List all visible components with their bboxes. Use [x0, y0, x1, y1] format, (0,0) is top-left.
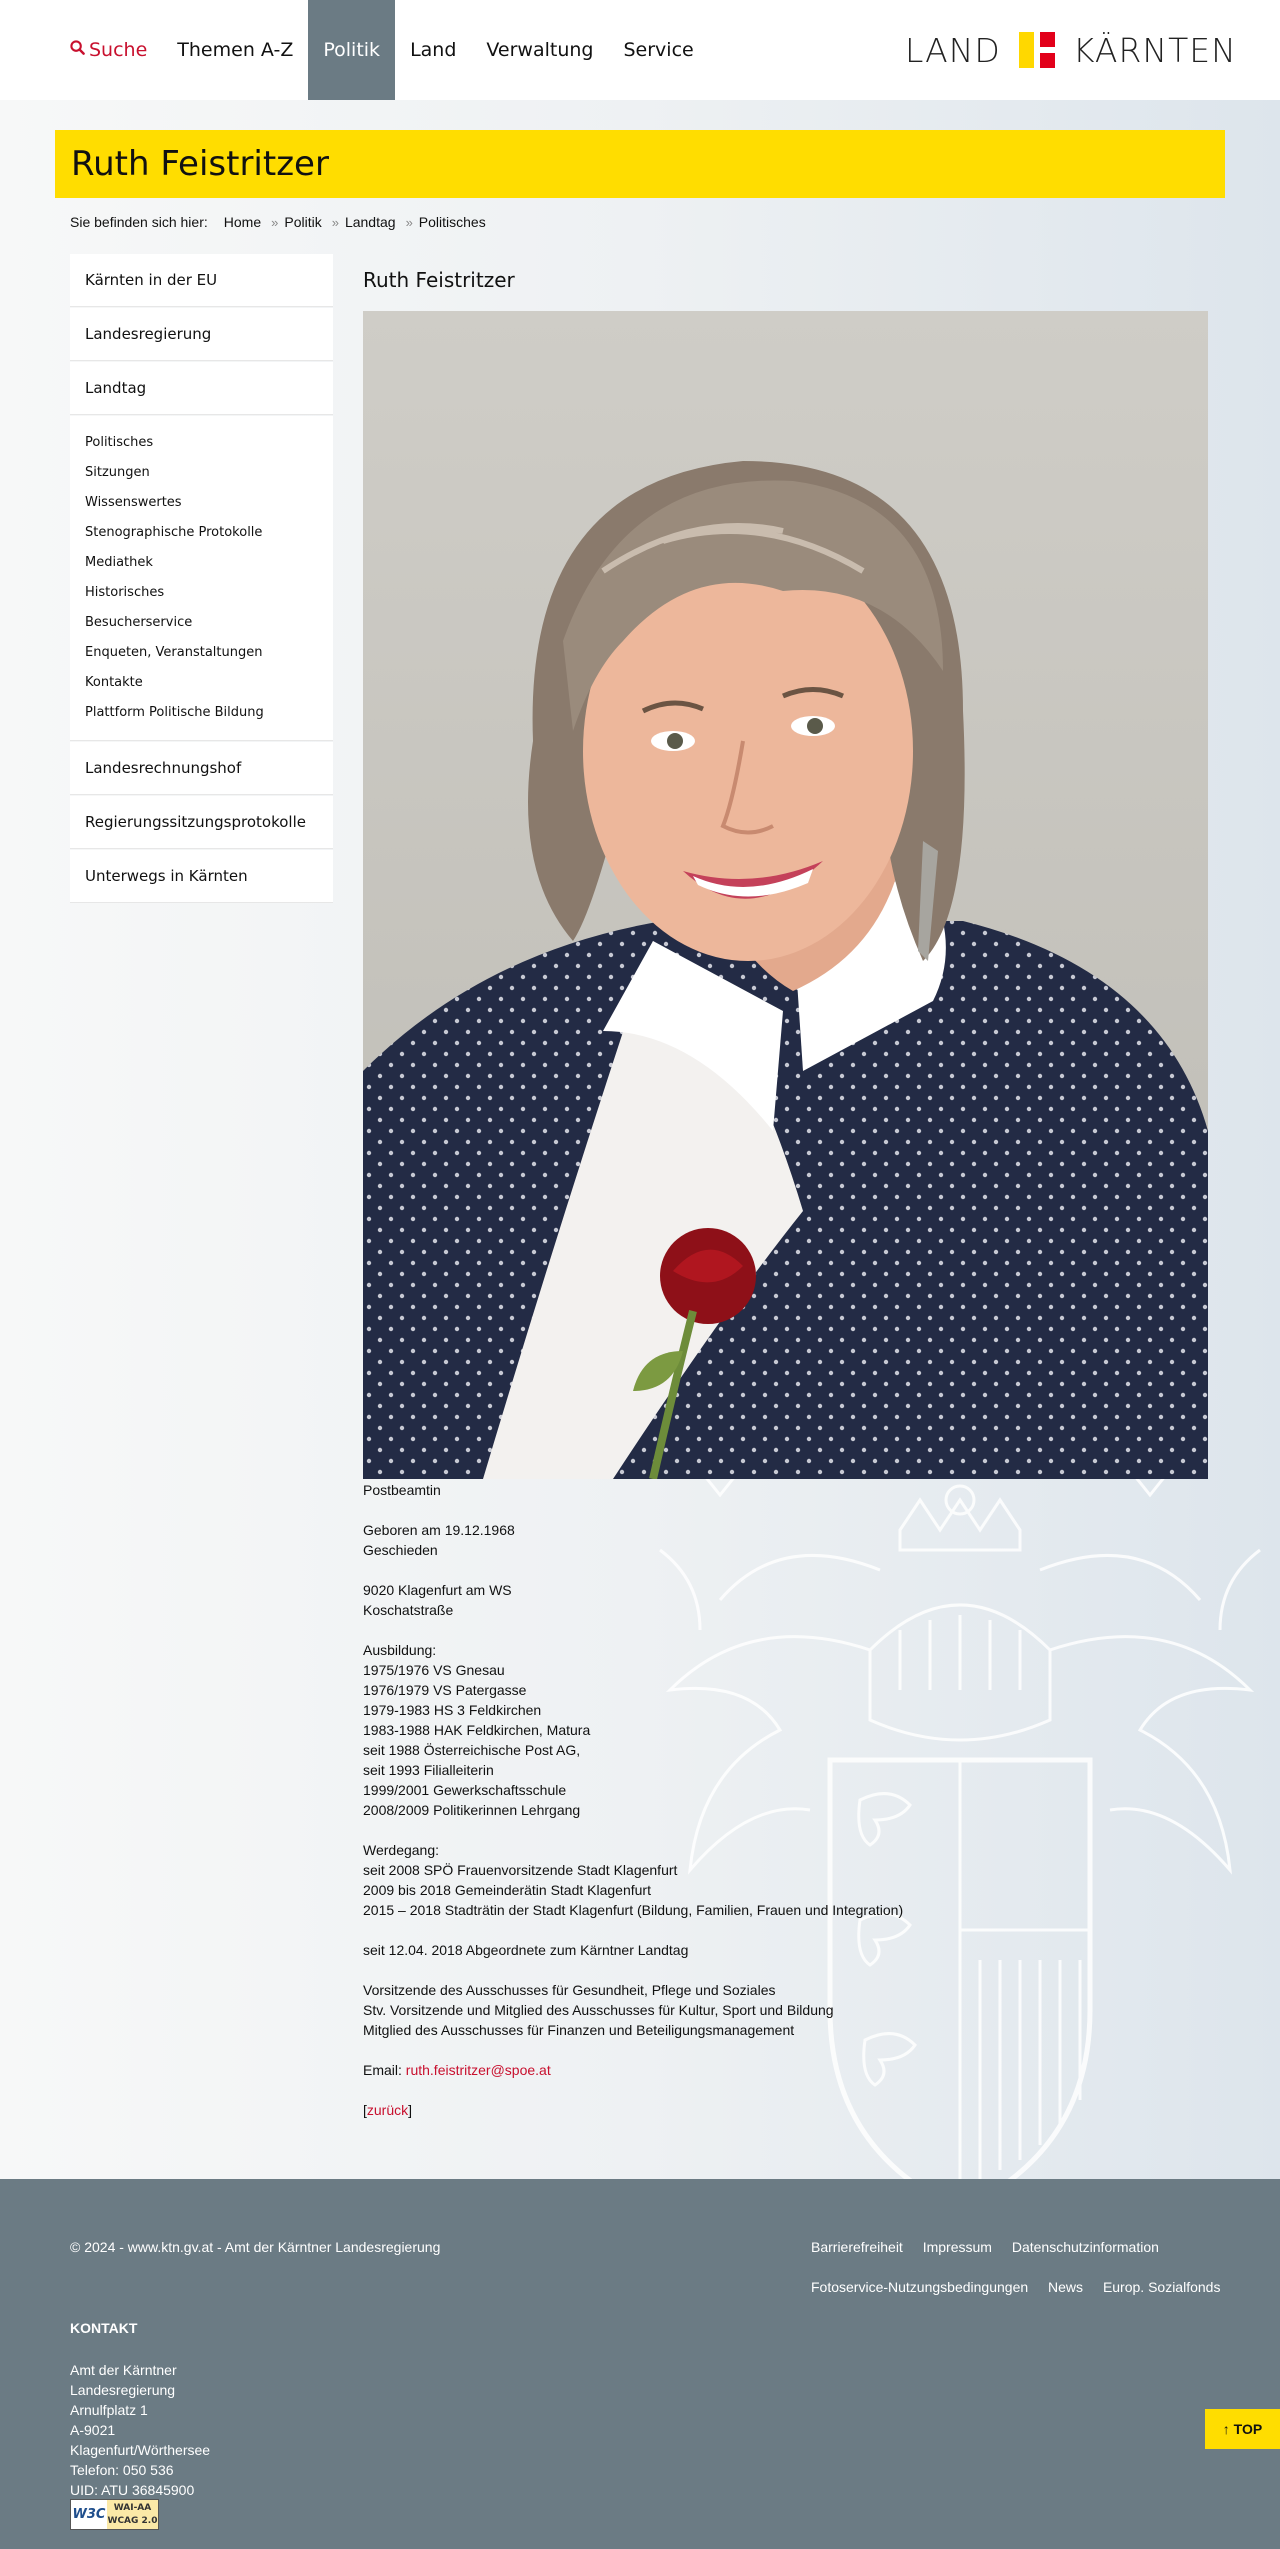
sidebar-item-kaernten-eu[interactable]: Kärnten in der EU: [70, 254, 333, 307]
kontakt-line: Klagenfurt/Wörthersee: [70, 2442, 211, 2458]
sidebar-item-regierungssitzungsprotokolle[interactable]: Regierungssitzungsprotokolle: [70, 796, 333, 849]
kontakt-line: Landesregierung: [70, 2382, 176, 2398]
footer-link-news[interactable]: News: [1048, 2279, 1084, 2295]
sidebar-sublist-landtag: [70, 416, 333, 741]
content-title: Ruth Feistritzer: [363, 268, 515, 292]
wcag-label-line1: WAI-AA: [113, 2503, 152, 2513]
portrait-illustration: [363, 311, 1208, 1479]
back-to-top-button[interactable]: ↑ TOP: [1205, 2409, 1280, 2449]
bio-line: seit 2008 SPÖ Frauenvorsitzende Stadt Klagenfurt: [363, 1862, 678, 1878]
breadcrumb-separator-icon: »: [331, 214, 339, 230]
breadcrumb: [70, 214, 486, 230]
sidebar-subitem-historisches[interactable]: Historisches: [85, 585, 165, 600]
bio-block-committees: [363, 1980, 1063, 2040]
sidebar-subitem-mediathek[interactable]: Mediathek: [85, 555, 153, 570]
sidebar-subitem-protokolle[interactable]: Stenographische Protokolle: [85, 525, 263, 540]
bio-line: 1979-1983 HS 3 Feldkirchen: [363, 1702, 542, 1718]
bio-line: seit 12.04. 2018 Abgeordnete zum Kärntner Landtag: [363, 1942, 689, 1958]
page-title: Ruth Feistritzer: [71, 144, 329, 184]
nav-search-label: Suche: [89, 39, 148, 61]
bio-line: Ausbildung:: [363, 1642, 437, 1658]
nav-service[interactable]: Service: [623, 39, 694, 61]
bio-block-mandate: [363, 1940, 1063, 1960]
site-header: [0, 0, 1280, 100]
kontakt-line: Amt der Kärntner: [70, 2362, 177, 2378]
footer-copyright: © 2024 - www.ktn.gv.at - Amt der Kärntner Landesregierung: [70, 2239, 441, 2255]
wcag-label: [107, 2500, 158, 2529]
bio-line: seit 1988 Österreichische Post AG,: [363, 1742, 581, 1758]
sidebar-subitem-sitzungen[interactable]: Sitzungen: [85, 465, 150, 480]
bio-line: 1999/2001 Gewerkschaftsschule: [363, 1782, 567, 1798]
sidebar-item-unterwegs[interactable]: Unterwegs in Kärnten: [70, 850, 333, 903]
footer-link-datenschutz[interactable]: Datenschutzinformation: [1011, 2239, 1159, 2255]
breadcrumb-separator-icon: »: [271, 214, 279, 230]
logo-text-right: KÄRNTEN: [1072, 30, 1237, 70]
footer-links: [811, 2239, 1231, 2319]
breadcrumb-home[interactable]: Home: [223, 214, 262, 230]
sidebar-subitem-politisches[interactable]: Politisches: [85, 435, 154, 450]
bio-block-email: [363, 2060, 1063, 2080]
bio-line: 1975/1976 VS Gnesau: [363, 1662, 505, 1678]
wcag-label-line2: WCAG 2.0: [107, 2516, 158, 2526]
bio-block-education: [363, 1640, 1063, 1820]
bio-line: seit 1993 Filialleiterin: [363, 1762, 494, 1778]
breadcrumb-politik[interactable]: Politik: [284, 214, 322, 230]
footer-link-impressum[interactable]: Impressum: [922, 2239, 992, 2255]
bio-line: Geschieden: [363, 1542, 438, 1558]
bio-block-personal: [363, 1520, 1063, 1560]
back-bracket-close: ]: [408, 2102, 413, 2118]
bio-block-career: [363, 1840, 1063, 1920]
search-icon: [70, 0, 85, 99]
back-link-wrapper: [363, 2100, 1063, 2120]
bio-line: Mitglied des Ausschusses für Finanzen und Beteiligungsmanagement: [363, 2022, 795, 2038]
w3c-logo-icon: W3C: [71, 2500, 107, 2529]
bio-line: Geboren am 19.12.1968: [363, 1522, 515, 1538]
kontakt-line: Arnulfplatz 1: [70, 2402, 148, 2418]
footer-kontakt-heading: KONTAKT: [70, 2320, 138, 2336]
bio-line: Koschatstraße: [363, 1602, 454, 1618]
bio-line: 9020 Klagenfurt am WS: [363, 1582, 512, 1598]
breadcrumb-politisches[interactable]: Politisches: [418, 214, 486, 230]
sidebar: [70, 254, 333, 904]
sidebar-subitem-enqueten[interactable]: Enqueten, Veranstaltungen: [85, 645, 263, 660]
biography: [363, 1480, 1063, 2140]
footer-link-sozialfonds[interactable]: Europ. Sozialfonds: [1102, 2279, 1221, 2295]
back-link[interactable]: zurück: [366, 2102, 409, 2118]
sidebar-subitem-politische-bildung[interactable]: Plattform Politische Bildung: [85, 705, 264, 720]
bio-line: Werdegang:: [363, 1842, 440, 1858]
bio-line: Vorsitzende des Ausschusses für Gesundheit, Pflege und Soziales: [363, 1982, 776, 1998]
footer-link-barrierefreiheit[interactable]: Barrierefreiheit: [811, 2239, 903, 2255]
portrait-photo: [363, 311, 1208, 1479]
nav-search[interactable]: [55, 0, 162, 100]
kontakt-line: Telefon: 050 536: [70, 2462, 174, 2478]
site-footer: [0, 2179, 1280, 2549]
back-bracket-open: [: [363, 2102, 367, 2118]
bio-line: 2008/2009 Politikerinnen Lehrgang: [363, 1802, 581, 1818]
nav-verwaltung[interactable]: Verwaltung: [486, 39, 594, 61]
site-logo[interactable]: [905, 30, 1237, 70]
sidebar-subitem-kontakte[interactable]: Kontakte: [85, 675, 143, 690]
kontakt-line: A-9021: [70, 2422, 116, 2438]
nav-land[interactable]: Land: [410, 39, 457, 61]
sidebar-subitem-wissenswertes[interactable]: Wissenswertes: [85, 495, 182, 510]
bio-line: 1976/1979 VS Patergasse: [363, 1682, 527, 1698]
sidebar-item-landesregierung[interactable]: Landesregierung: [70, 308, 333, 361]
email-link[interactable]: ruth.feistritzer@spoe.at: [405, 2062, 551, 2078]
bio-block-occupation: [363, 1480, 1063, 1500]
bio-line: Stv. Vorsitzende und Mitglied des Ausschusses für Kultur, Sport und Bildung: [363, 2002, 834, 2018]
footer-link-fotoservice[interactable]: Fotoservice-Nutzungsbedingungen: [811, 2279, 1029, 2295]
sidebar-item-landtag[interactable]: Landtag: [70, 362, 333, 415]
nav-themen[interactable]: Themen A-Z: [177, 39, 294, 61]
logo-flag-icon: [1019, 32, 1055, 68]
sidebar-subitem-besucherservice[interactable]: Besucherservice: [85, 615, 193, 630]
nav-politik[interactable]: Politik: [308, 0, 395, 100]
footer-kontakt-address: [70, 2360, 210, 2500]
bio-line: Postbeamtin: [363, 1482, 441, 1498]
bio-line: 2015 – 2018 Stadträtin der Stadt Klagenfurt (Bildung, Familien, Frauen und Integration): [363, 1902, 904, 1918]
wcag-badge[interactable]: [70, 2499, 159, 2530]
breadcrumb-landtag[interactable]: Landtag: [344, 214, 396, 230]
kontakt-line: UID: ATU 36845900: [70, 2482, 195, 2498]
logo-text-left: LAND: [905, 30, 1001, 70]
breadcrumb-lead: Sie befinden sich hier:: [70, 214, 208, 230]
bio-block-address: [363, 1580, 1063, 1620]
page-title-banner: [55, 130, 1225, 198]
main-nav: [55, 0, 709, 100]
email-label: Email:: [363, 2062, 402, 2078]
bio-line: 1983-1988 HAK Feldkirchen, Matura: [363, 1722, 591, 1738]
breadcrumb-separator-icon: »: [405, 214, 413, 230]
sidebar-item-landesrechnungshof[interactable]: Landesrechnungshof: [70, 742, 333, 795]
bio-line: 2009 bis 2018 Gemeinderätin Stadt Klagenfurt: [363, 1882, 651, 1898]
